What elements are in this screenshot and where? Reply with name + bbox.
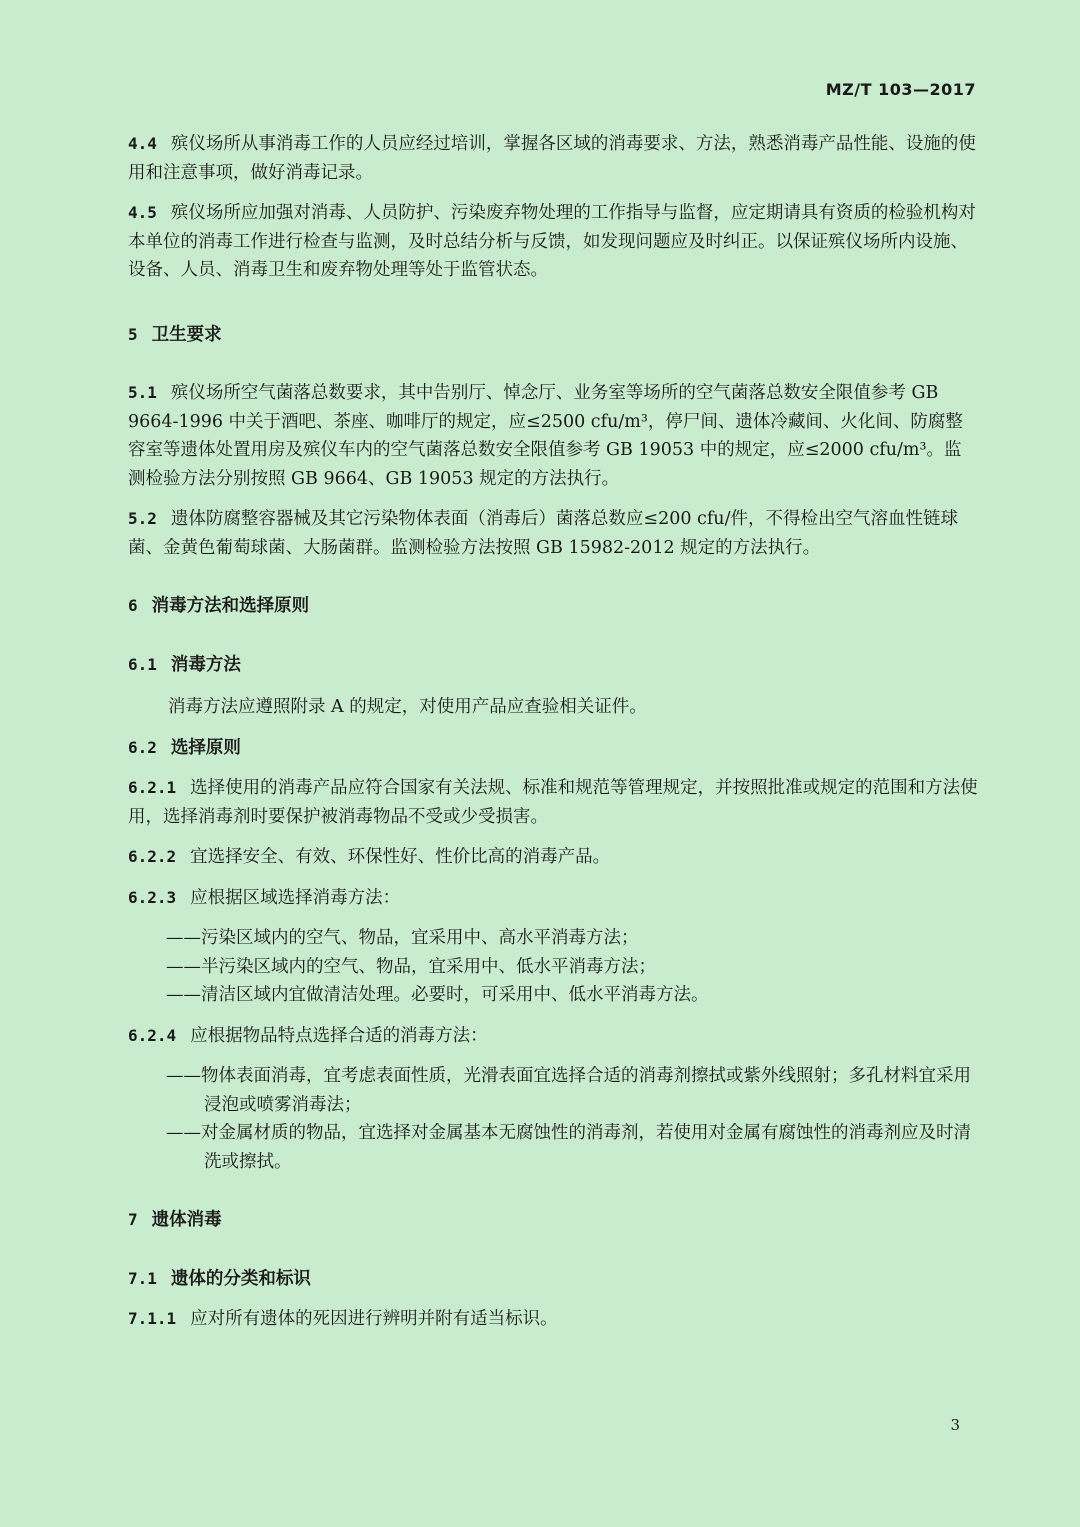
subsection-title: 选择原则	[170, 737, 241, 758]
clause-text: 宜选择安全、有效、环保性好、性价比高的消毒产品。	[190, 847, 611, 867]
section-number: 7	[128, 1210, 138, 1229]
clause-6-2-3	[128, 884, 978, 913]
clause-text: 应根据物品特点选择合适的消毒方法：	[190, 1025, 488, 1046]
clause-text: 殡仪场所从事消毒工作的人员应经过培训，掌握各区域的消毒要求、方法，熟悉消毒产品性能、设施的使用和注意事项，做好消毒记录。	[128, 134, 976, 183]
clause-number: 5.1	[128, 383, 157, 402]
list-item: ——半污染区域内的空气、物品，宜采用中、低水平消毒方法；	[166, 956, 656, 977]
section-title: 卫生要求	[151, 324, 222, 345]
clause-text: 殡仪场所空气菌落总数要求，其中告别厅、悼念厅、业务室等场所的空气菌落总数安全限值参考 GB 9664-1996 中关于酒吧、茶座、咖啡厅的规定，应≤2500 cfu/m³，停尸间、遗体冷藏间、火化间、防腐整容室等遗体处置用房及殡仪车内的空气菌落总数安全限值参考 GB 19053 中的规定，应≤2000 cfu/m³。监测检验方法分别按照 GB 9664、GB 19053 规定的方法执行。	[128, 383, 963, 489]
clause-text: 遗体防腐整容器械及其它污染物体表面（消毒后）菌落总数应≤200 cfu/件，不得检出空气溶血性链球菌、金黄色葡萄球菌、大肠菌群。监测检验方法按照 GB 15982-2012 规定的方法执行。	[128, 509, 958, 558]
standard-code: MZ/T 103—2017	[825, 80, 976, 99]
list-item: ——对金属材质的物品，宜选择对金属基本无腐蚀性的消毒剂，若使用对金属有腐蚀性的消毒剂应及时清洗或擦拭。	[166, 1123, 971, 1172]
clause-number: 6.2.1	[128, 778, 177, 797]
clause-5-2	[128, 505, 978, 562]
section-6-heading	[128, 592, 978, 621]
list-item: ——清洁区域内宜做清洁处理。必要时，可采用中、低水平消毒方法。	[166, 985, 709, 1005]
section-title: 遗体消毒	[151, 1210, 222, 1230]
clause-6-1-text: 消毒方法应遵照附录 A 的规定，对使用产品应查验相关证件。	[168, 697, 647, 717]
list-item: ——污染区域内的空气、物品，宜采用中、高水平消毒方法；	[166, 928, 639, 948]
subsection-6-2-heading	[128, 734, 978, 763]
clause-number: 4.5	[128, 203, 157, 222]
clause-5-1	[128, 379, 978, 493]
document-body	[128, 130, 978, 1334]
subsection-title: 遗体的分类和标识	[170, 1268, 311, 1289]
subsection-number: 7.1	[128, 1268, 157, 1288]
subsection-6-1-heading	[128, 651, 978, 680]
clause-text: 选择使用的消毒产品应符合国家有关法规、标准和规范等管理规定，并按照批准或规定的范围和方法使用，选择消毒剂时要保护被消毒物品不受或少受损害。	[128, 778, 978, 827]
section-7-heading	[128, 1206, 978, 1235]
clause-4-5	[128, 199, 978, 285]
clause-number: 7.1.1	[128, 1309, 177, 1328]
clause-number: 6.2.2	[128, 847, 177, 866]
section-number: 5	[128, 324, 138, 344]
clause-number: 6.2.3	[128, 887, 177, 907]
section-title: 消毒方法和选择原则	[151, 596, 310, 616]
clause-number: 6.2.4	[128, 1025, 177, 1045]
subsection-number: 6.2	[128, 737, 157, 757]
clause-text: 应根据区域选择消毒方法：	[190, 887, 401, 908]
clause-number: 4.4	[128, 134, 157, 153]
subsection-7-1-heading	[128, 1265, 978, 1294]
clause-text: 殡仪场所应加强对消毒、人员防护、污染废弃物处理的工作指导与监督，应定期请具有资质的检验机构对本单位的消毒工作进行检查与监测，及时总结分析与反馈，如发现问题应及时纠正。以保证殡仪场所内设施、设备、人员、消毒卫生和废弃物处理等处于监管状态。	[128, 203, 976, 280]
subsection-title: 消毒方法	[170, 654, 241, 675]
subsection-number: 6.1	[128, 654, 157, 674]
section-number: 6	[128, 596, 138, 615]
clause-number: 5.2	[128, 509, 157, 528]
clause-text: 应对所有遗体的死因进行辨明并附有适当标识。	[190, 1309, 558, 1329]
clause-7-1-1	[128, 1305, 978, 1334]
clause-6-2-1	[128, 774, 978, 831]
clause-6-2-2	[128, 843, 978, 872]
section-5-heading	[128, 321, 978, 350]
clause-4-4	[128, 130, 978, 187]
clause-6-2-4	[128, 1022, 978, 1051]
page-number: 3	[950, 1416, 960, 1434]
list-item: ——物体表面消毒，宜考虑表面性质，光滑表面宜选择合适的消毒剂擦拭或紫外线照射；多孔材料宜采用浸泡或喷雾消毒法；	[166, 1066, 971, 1115]
